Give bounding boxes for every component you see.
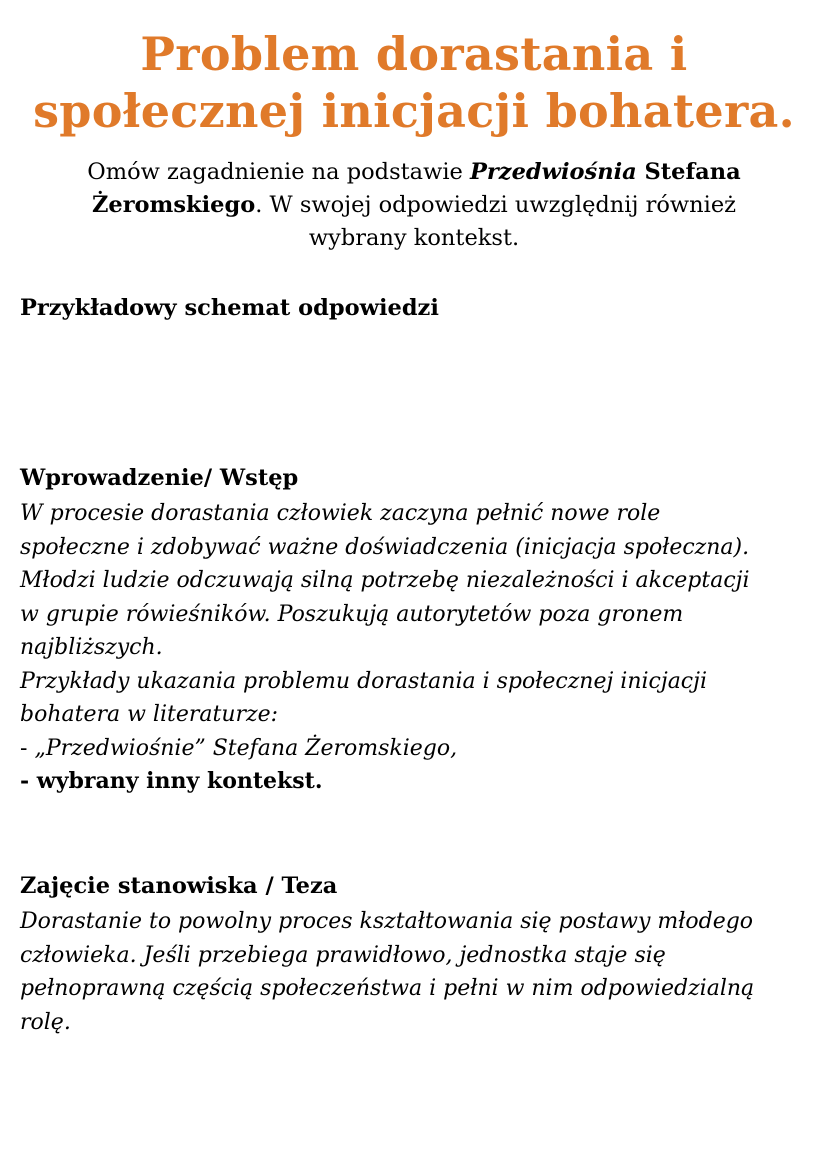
instruction-text-3: wybrany kontekst. <box>308 225 520 251</box>
author-last-name: Żeromskiego <box>91 192 256 218</box>
instruction-text-2: . W swojej odpowiedzi uwzględnij również <box>255 192 737 218</box>
page-title <box>0 26 828 140</box>
intro-line: w grupie rówieśników. Poszukują autorytetów poza gronem <box>20 601 684 627</box>
intro-line: najbliższych. <box>20 635 163 660</box>
intro-paragraph <box>20 497 820 799</box>
intro-heading: Wprowadzenie/ Wstęp <box>20 465 299 491</box>
thesis-line: pełnoprawną częścią społeczeństwa i pełni w nim odpowiedzialną <box>20 976 755 1001</box>
task-instruction <box>40 156 788 255</box>
intro-line: bohatera w literaturze: <box>20 702 279 727</box>
list-item-book-text: „Przedwiośnie” Stefana Żeromskiego, <box>34 735 458 761</box>
thesis-line: człowieka. Jeśli przebiega prawidłowo, jednostka staje się <box>20 942 666 968</box>
intro-line: Młodzi ludzie odczuwają silną potrzebę niezależności i akceptacji <box>20 568 750 593</box>
list-item-book <box>20 732 820 766</box>
title-line-2: społecznej inicjacji bohatera. <box>33 84 795 138</box>
list-item-context: - wybrany inny kontekst. <box>20 768 323 794</box>
thesis-paragraph <box>20 905 820 1039</box>
thesis-heading: Zajęcie stanowiska / Teza <box>20 873 338 899</box>
intro-line: społeczne i zdobywać ważne doświadczenia (inicjacja społeczna). <box>20 534 750 560</box>
thesis-line: rolę. <box>20 1009 71 1035</box>
intro-line: W procesie dorastania człowiek zaczyna pełnić nowe role <box>20 501 661 526</box>
instruction-text-1: Omów zagadnienie na podstawie <box>87 159 471 185</box>
schema-heading: Przykładowy schemat odpowiedzi <box>20 295 439 321</box>
thesis-line: Dorastanie to powolny proces kształtowania się postawy młodego <box>20 909 754 934</box>
intro-line: Przykłady ukazania problemu dorastania i społecznej inicjacji <box>20 668 707 694</box>
list-dash: - <box>20 735 35 761</box>
author-first-name: Stefana <box>636 159 741 185</box>
book-title: Przedwiośnia <box>470 159 637 185</box>
title-line-1: Problem dorastania i <box>140 27 688 81</box>
